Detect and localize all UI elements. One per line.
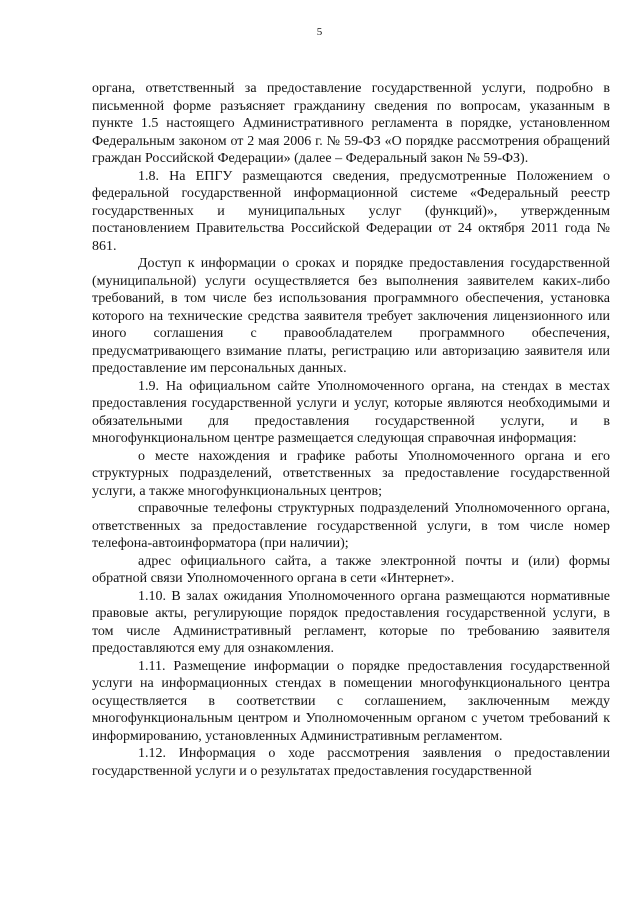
- paragraph-website-address: адрес официального сайта, а также электронной почты и (или) формы обратной связи Уполномоченного органа в сети «Интернет».: [92, 553, 610, 586]
- paragraph-1-12: 1.12. Информация о ходе рассмотрения заявления о предоставлении государственной услуги и о результатах предоставления государственной: [92, 746, 610, 779]
- paragraph-1-11: 1.11. Размещение информации о порядке предоставления государственной услуги на информационных стендах в помещении многофункционального центра осуществляется в соответствии с соглашением, заключенным между многофункциональным центром и Уполномоченным органом с учетом требований к информированию, установленных Административным регламентом.: [92, 658, 610, 744]
- paragraph-1-8: 1.8. На ЕПГУ размещаются сведения, предусмотренные Положением о федеральной государственной информационной системе «Федеральный реестр государственных и муниципальных услуг (функций)», утвержденным постановлением Правительства Российской Федерации от 24 октября 2011 года № 861.: [92, 168, 610, 254]
- paragraph-access-info: Доступ к информации о сроках и порядке предоставления государственной (муниципальной) услуги осуществляется без выполнения заявителем каких-либо требований, в том числе без использования программного обеспечения, установка которого на технические средства заявителя требует заключения лицензионного или иного соглашения с правообладателем программного обеспечения, предусматривающего взимание платы, регистрацию или авторизацию заявителя или предоставление им персональных данных.: [92, 256, 610, 376]
- paragraph-1-10: 1.10. В залах ожидания Уполномоченного органа размещаются нормативные правовые акты, регулирующие порядок предоставления государственной услуги, в том числе Административный регламент, которые по требованию заявителя предоставляются ему для ознакомления.: [92, 588, 610, 656]
- paragraph-1-9: 1.9. На официальном сайте Уполномоченного органа, на стендах в местах предоставления государственной услуги и услуг, которые являются необходимыми и обязательными для предоставления государственной услуги, и в многофункциональном центре размещается следующая справочная информация:: [92, 378, 610, 446]
- paragraph-phones: справочные телефоны структурных подразделений Уполномоченного органа, ответственных за предоставление государственной услуги, в том числе номер телефона-автоинформатора (при наличии);: [92, 501, 610, 551]
- document-body: [92, 80, 610, 780]
- paragraph-continuation: органа, ответственный за предоставление государственной услуги, подробно в письменной форме разъясняет гражданину сведения по вопросам, указанным в пункте 1.5 настоящего Административного регламента в порядке, установленном Федеральным законом от 2 мая 2006 г. № 59-ФЗ «О порядке рассмотрения обращений граждан Российской Федерации» (далее – Федеральный закон № 59-ФЗ).: [92, 81, 610, 166]
- paragraph-location-schedule: о месте нахождения и графике работы Уполномоченного органа и его структурных подразделений, ответственных за предоставление государственной услуги, а также многофункциональных центров;: [92, 448, 610, 499]
- page-number: 5: [316, 26, 323, 38]
